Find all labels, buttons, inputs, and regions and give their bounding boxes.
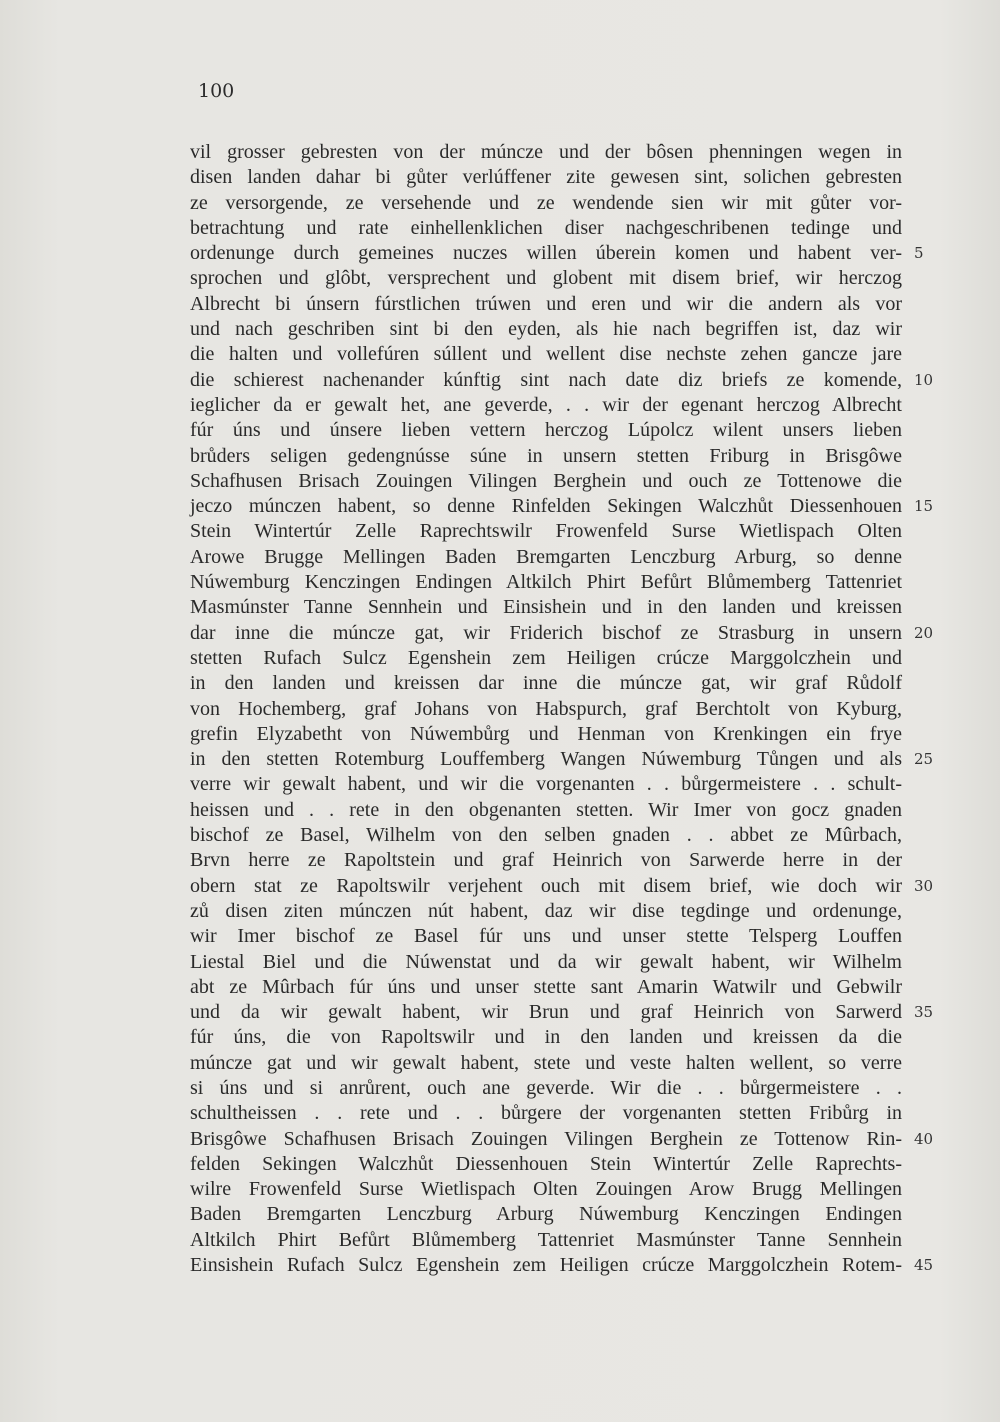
- line-text: si úns und si anrůrent, ouch ane geverde. Wir die . . bůrgermeistere . .: [190, 1076, 902, 1099]
- line-text: felden Sekingen Walczhůt Diessenhouen Stein Wintertúr Zelle Raprechts-: [190, 1152, 902, 1175]
- line-text: verre wir gewalt habent, und wir die vorgenanten . . bůrgermeistere . . schult-: [190, 773, 902, 796]
- line-text: die halten und vollefúren súllent und wellent dise nechste zehen gancze jare: [190, 343, 902, 366]
- line-text: von Hochemberg, graf Johans von Habspurch, graf Berchtolt von Kyburg,: [190, 697, 902, 720]
- text-line: [190, 621, 934, 646]
- line-text: Altkilch Phirt Befůrt Blůmemberg Tattenriet Masmúnster Tanne Sennhein: [190, 1228, 902, 1251]
- line-text: ordenunge durch gemeines nuczes willen úberein komen und habent ver-: [190, 242, 902, 265]
- line-text: fúr úns, die von Rapoltswilr und in den landen und kreissen da die: [190, 1026, 902, 1049]
- line-text: Einsishein Rufach Sulcz Egenshein zem Heiligen crúcze Marggolczhein Rotem-: [190, 1254, 902, 1277]
- line-text: Albrecht bi únsern fúrstlichen trúwen und eren und wir die andern als vor: [190, 292, 902, 315]
- text-line: [190, 595, 902, 620]
- line-text: schultheissen . . rete und . . bůrgere der vorgenanten stetten Fribůrg in: [190, 1102, 902, 1125]
- line-number: 20: [914, 623, 934, 642]
- text-line: [190, 747, 934, 772]
- line-text: vil grosser gebresten von der múncze und der bôsen phenningen wegen in: [190, 141, 902, 163]
- text-line: [190, 1101, 902, 1126]
- line-number: 5: [914, 244, 924, 263]
- text-line: [190, 292, 902, 317]
- text-line: [190, 266, 902, 291]
- line-text: brůders seligen gedengnússe súne in unsern stetten Friburg in Brisgôwe: [190, 444, 902, 467]
- text-line: [190, 241, 924, 266]
- text-line: [190, 950, 902, 975]
- text-line: [190, 342, 902, 367]
- line-number: 30: [914, 876, 934, 895]
- line-text: dar inne die múncze gat, wir Friderich bischof ze Strasburg in unsern: [190, 621, 902, 644]
- line-text: jeczo múnczen habent, so denne Rinfelden Sekingen Walczhůt Diessenhouen: [190, 495, 902, 518]
- line-number: 25: [914, 750, 934, 769]
- text-line: [190, 697, 902, 722]
- text-line: [190, 570, 902, 595]
- line-number: 40: [914, 1129, 934, 1148]
- line-text: wir Imer bischof ze Basel fúr uns und unser stette Telsperg Louffen: [190, 925, 902, 948]
- text-line: [190, 646, 902, 671]
- text-line: [190, 1127, 934, 1152]
- line-text: Brisgôwe Schafhusen Brisach Zouingen Vilingen Berghein ze Tottenow Rin-: [190, 1127, 902, 1150]
- line-text: zů disen ziten múnczen nút habent, daz wir dise tegdinge und ordenunge,: [190, 899, 902, 922]
- text-line: [190, 368, 934, 393]
- line-text: obern stat ze Rapoltswilr verjehent ouch mit disem brief, wie doch wir: [190, 874, 902, 897]
- text-line: [190, 823, 902, 848]
- text-line: [190, 1202, 902, 1227]
- line-number: 15: [914, 497, 934, 516]
- text-line: [190, 848, 902, 873]
- text-line: [190, 165, 902, 190]
- line-text: bischof ze Basel, Wilhelm von den selben gnaden . . abbet ze Mûrbach,: [190, 824, 902, 847]
- text-line: [190, 1076, 902, 1101]
- text-line: [190, 519, 902, 544]
- text-line: [190, 899, 902, 924]
- line-text: grefin Elyzabetht von Núwembůrg und Henman von Krenkingen ein frye: [190, 722, 902, 745]
- text-line: [190, 444, 902, 469]
- text-line: [190, 1025, 902, 1050]
- line-text: sprochen und glôbt, versprechent und globent mit disem brief, wir herczog: [190, 267, 902, 290]
- text-line: [190, 772, 902, 797]
- text-line: [190, 874, 934, 899]
- line-text: die schierest nachenander kúnftig sint nach date diz briefs ze komende,: [190, 368, 902, 391]
- text-line: [190, 1051, 902, 1076]
- line-text: disen landen dahar bi gůter verlúffener zite gewesen sint, solichen gebresten: [190, 166, 902, 189]
- line-text: Núwemburg Kenczingen Endingen Altkilch Phirt Befůrt Blůmemberg Tattenriet: [190, 571, 902, 594]
- line-text: und nach geschriben sint bi den eyden, als hie nach begriffen ist, daz wir: [190, 318, 902, 341]
- line-text: betrachtung und rate einhellenklichen diser nachgeschribenen tedinge und: [190, 216, 902, 239]
- line-text: Liestal Biel und die Núwenstat und da wir gewalt habent, wir Wilhelm: [190, 950, 902, 973]
- line-text: in den landen und kreissen dar inne die múncze gat, wir graf Růdolf: [190, 672, 902, 695]
- text-line: [190, 469, 902, 494]
- text-line: [190, 494, 934, 519]
- text-line: [190, 1177, 902, 1202]
- line-text: Stein Wintertúr Zelle Raprechtswilr Frowenfeld Surse Wietlispach Olten: [190, 520, 902, 543]
- line-text: heissen und . . rete in den obgenanten stetten. Wir Imer von gocz gnaden: [190, 798, 902, 821]
- line-text: stetten Rufach Sulcz Egenshein zem Heiligen crúcze Marggolczhein und: [190, 646, 902, 669]
- line-text: in den stetten Rotemburg Louffemberg Wangen Núwemburg Tůngen und als: [190, 748, 902, 771]
- line-text: múncze gat und wir gewalt habent, stete und veste halten wellent, so verre: [190, 1051, 902, 1074]
- line-text: Brvn herre ze Rapoltstein und graf Heinrich von Sarwerde herre in der: [190, 849, 902, 872]
- text-line: [190, 798, 902, 823]
- line-text: Schafhusen Brisach Zouingen Vilingen Berghein und ouch ze Tottenowe die: [190, 469, 902, 492]
- line-text: Masmúnster Tanne Sennhein und Einsishein und in den landen und kreissen: [190, 596, 902, 619]
- text-line: [190, 393, 902, 418]
- text-line: [190, 418, 902, 443]
- text-line: [190, 1228, 902, 1253]
- line-text: Baden Bremgarten Lenczburg Arburg Núwemburg Kenczingen Endingen: [190, 1203, 902, 1226]
- text-line: [190, 924, 902, 949]
- line-text: abt ze Mûrbach fúr úns und unser stette sant Amarin Watwilr und Gebwilr: [190, 975, 902, 998]
- text-line: [190, 317, 902, 342]
- line-text: ze versorgende, ze versehende und ze wendende sien wir mit gůter vor-: [190, 191, 902, 214]
- text-line: [190, 140, 902, 165]
- line-text: ieglicher da er gewalt het, ane geverde, . . wir der egenant herczog Albrecht: [190, 393, 902, 416]
- line-number: 45: [914, 1256, 934, 1275]
- line-text: Arowe Brugge Mellingen Baden Bremgarten Lenczburg Arburg, so denne: [190, 545, 902, 568]
- line-text: und da wir gewalt habent, wir Brun und graf Heinrich von Sarwerd: [190, 1001, 902, 1024]
- text-line: [190, 975, 902, 1000]
- text-line: [190, 545, 902, 570]
- text-line: [190, 1253, 934, 1278]
- line-text: wilre Frowenfeld Surse Wietlispach Olten Zouingen Arow Brugg Mellingen: [190, 1178, 902, 1201]
- line-text: fúr úns und únsere lieben vettern herczog Lúpolcz wilent unsers lieben: [190, 419, 902, 442]
- body-text: [190, 140, 934, 1278]
- text-line: [190, 1152, 902, 1177]
- text-line: [190, 191, 902, 216]
- text-line: [190, 216, 902, 241]
- line-number: 35: [914, 1003, 934, 1022]
- text-line: [190, 722, 902, 747]
- text-line: [190, 1000, 934, 1025]
- line-number: 10: [914, 370, 934, 389]
- text-line: [190, 671, 902, 696]
- page-number: 100: [198, 80, 235, 102]
